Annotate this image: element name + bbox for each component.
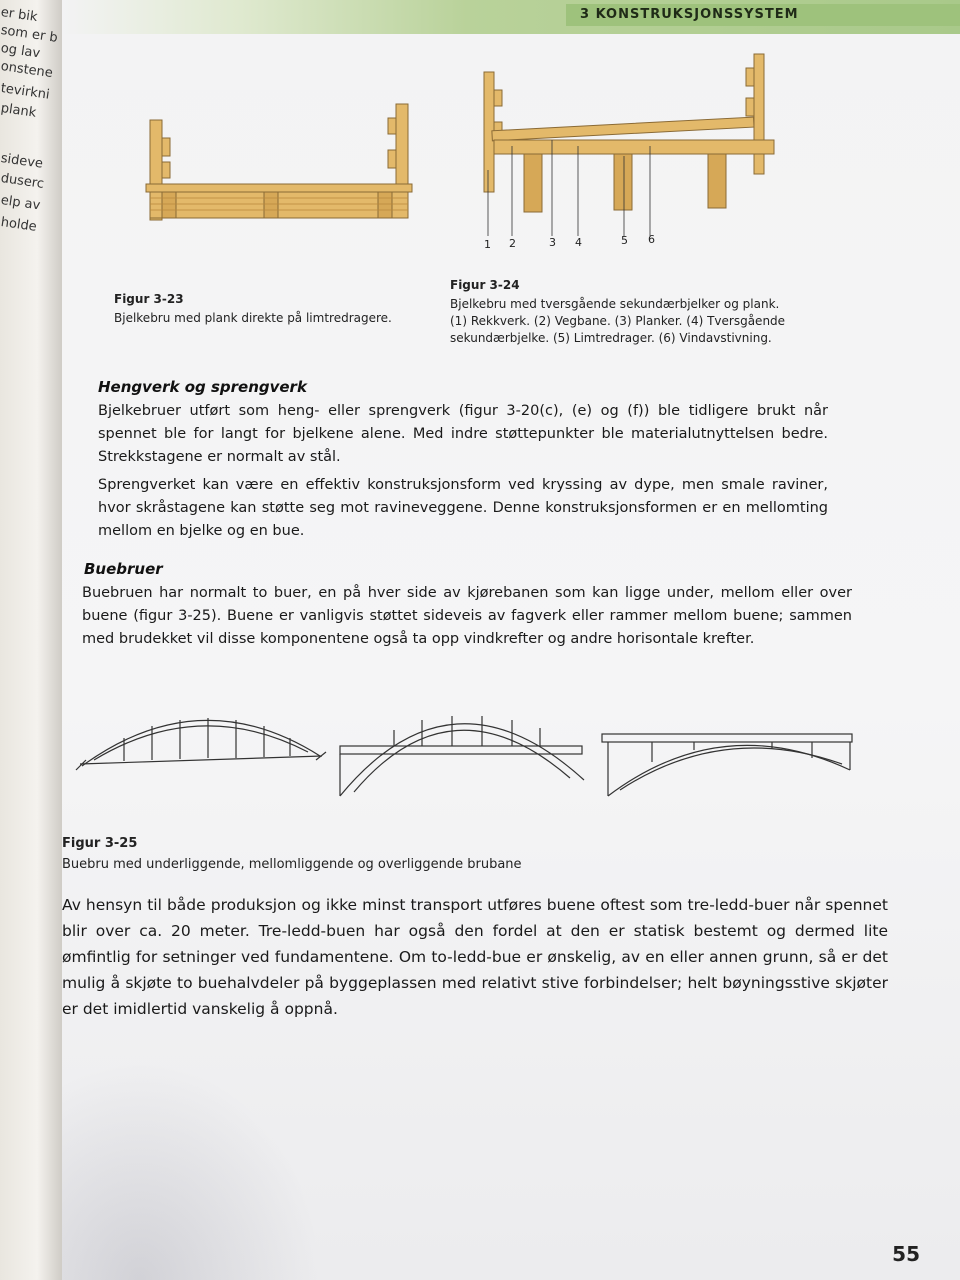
hand-shadow [62, 1060, 322, 1280]
left-page-text: og lav [0, 40, 42, 62]
figure-3-24-caption-line: Bjelkebru med tversgående sekundærbjelker og plank. [450, 297, 780, 311]
figure-3-23-label: Figur 3-23 [114, 292, 184, 306]
left-page-text: tevirkni [0, 80, 51, 103]
left-page-text: som er b [0, 22, 59, 46]
left-page-text: er bik [0, 4, 39, 25]
figure-3-24-caption-line: sekundærbjelke. (5) Limtredrager. (6) Vindavstivning. [450, 331, 772, 345]
figure-3-24-number: 5 [621, 234, 628, 247]
figure-3-24-number: 3 [549, 236, 556, 249]
left-page-text: holde [0, 214, 38, 235]
figure-3-23-caption: Bjelkebru med plank direkte på limtredragere. [114, 311, 392, 325]
figure-3-25-label: Figur 3-25 [62, 836, 138, 851]
paragraph-buebruer: Buebruen har normalt to buer, en på hver side av kjørebanen som kan ligge under, mellom eller over buene (figur 3-25). Buene er vanligvis støttet sideveis av fagverk eller rammer mellom buene; sammen med brudekket vil disse komponentene også ta opp vindkrefter og andre horisontale krefter. [82, 585, 852, 647]
figure-3-25-caption: Buebru med underliggende, mellomliggende og overliggende brubane [62, 857, 522, 872]
chapter-header: 3 KONSTRUKSJONSSYSTEM [566, 4, 960, 26]
left-page-text: plank [0, 100, 38, 121]
figure-3-24-bridge-drawing [472, 50, 792, 250]
figure-3-24-number: 4 [575, 236, 582, 249]
paragraph-three-hinged-arch: Av hensyn til både produksjon og ikke minst transport utføres buene oftest som tre-ledd-buer når spennet blir over ca. 20 meter. Tre-ledd-buen har også den fordel at den er statisk bestemt og dermed lite ømfintlig for setninger ved fundamentene. Om to-ledd-bue er ønskelig, av en eller annen grunn, så er det mulig å skjøte to buehalvdeler på byggeplassen med relativt stive forbindelser; helt bøyningsstive skjøter er det imidlertid vanskelig å oppnå. [62, 896, 888, 1018]
book-page [62, 0, 960, 1280]
page-number: 55 [892, 1242, 920, 1266]
left-page-text: elp av [0, 192, 42, 214]
figure-3-24-number: 6 [648, 233, 655, 246]
section-heading-buebruer: Buebruer [84, 560, 163, 578]
figure-3-24-number: 1 [484, 238, 491, 251]
left-page-text: onstene [0, 58, 54, 82]
paragraph-hengverk-2: Sprengverket kan være en effektiv konstruksjonsform ved kryssing av dype, men smale raviner, hvor skråstagene kan støtte seg mot ravineveggene. Denne konstruksjonsformen er en mellomting mellom en bjelke og en bue. [98, 477, 828, 539]
paragraph-hengverk-1: Bjelkebruer utført som heng- eller sprengverk (figur 3-20(c), (e) og (f)) ble tidligere brukt når spennet ble for langt for bjelkene alene. Med indre støttepunkter ble materialutnyttelsen bedre. Strekkstagene er normalt av stål. [98, 403, 828, 465]
section-heading-hengverk: Hengverk og sprengverk [98, 378, 307, 396]
figure-3-24-label: Figur 3-24 [450, 278, 520, 292]
left-page-text: duserc [0, 170, 45, 192]
figure-3-24-caption-line: (1) Rekkverk. (2) Vegbane. (3) Planker. (4) Tversgående [450, 314, 786, 328]
left-page-text: sideve [0, 150, 44, 172]
figure-3-25-arch-bridges-drawing [72, 700, 862, 810]
figure-3-24-number: 2 [509, 237, 516, 250]
figure-3-23-bridge-drawing [142, 98, 422, 228]
left-page-edge [0, 0, 62, 1280]
